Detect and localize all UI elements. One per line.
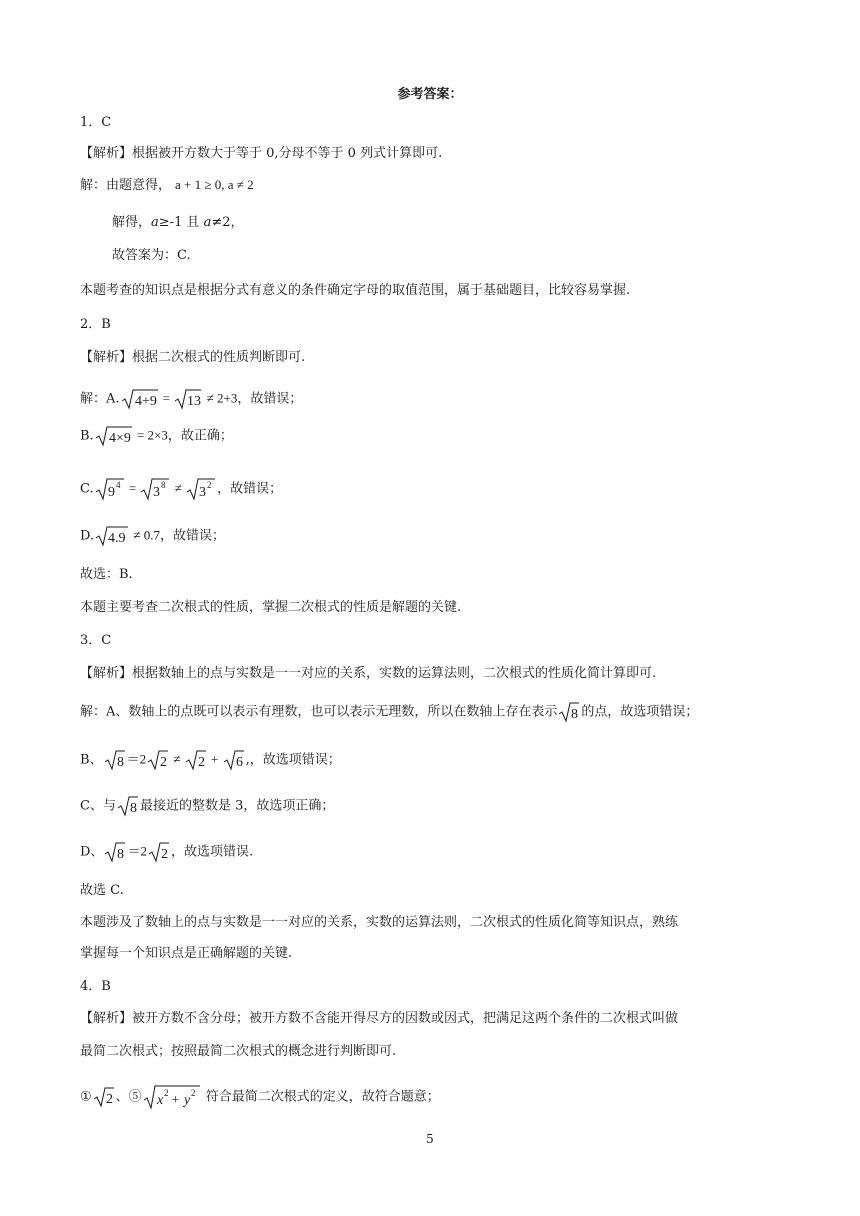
q1-solution-prefix: 解：由题意得， — [80, 178, 172, 193]
q3-c-prefix: C、与 — [80, 798, 116, 814]
sqrt-radical — [148, 841, 170, 863]
q3-option-a — [80, 701, 698, 723]
plus-sign: + — [207, 751, 222, 767]
q3-b-eq: ＝2 — [126, 751, 147, 767]
q3-d-note: ，故选项错误. — [170, 844, 254, 860]
radicand-exponent: 4 — [115, 480, 121, 490]
radicand-var: y — [183, 1093, 190, 1108]
q2-c-note: ，故错误； — [217, 481, 283, 497]
radicand-exponent: 2 — [190, 1088, 196, 1098]
q2-option-d — [80, 525, 225, 547]
sqrt-radical — [147, 749, 169, 771]
radicand-exponent: 2 — [207, 480, 212, 490]
sqrt-radical — [93, 1086, 115, 1108]
radicand: 8 — [117, 847, 125, 862]
q2-a-note: ，故错误； — [237, 391, 303, 407]
page-number: 5 — [426, 1132, 434, 1146]
sqrt-sign-icon — [95, 425, 133, 447]
q3-b-prefix: B、 — [80, 752, 103, 768]
q1-summary: 本题考查的知识点是根据分式有意义的条件确定字母的取值范围，属于基础题目，比较容易掌握. — [80, 283, 631, 298]
q1-solution — [80, 176, 254, 195]
radicand: 13 — [187, 394, 202, 409]
sqrt-radical — [95, 477, 125, 501]
q2-summary: 本题主要考查二次根式的性质，掌握二次根式的性质是解题的关键. — [80, 600, 462, 615]
sqrt-radical — [95, 525, 129, 547]
q1-var: a — [203, 215, 212, 230]
q3-c-note: 最接近的整数是 3，故选项正确； — [139, 798, 335, 814]
q1-number: 1．C — [80, 115, 112, 130]
sqrt-radical — [143, 1084, 201, 1110]
q3-option-d — [80, 841, 253, 863]
sqrt-radical — [104, 749, 126, 771]
q3-option-c — [80, 795, 334, 817]
q3-option-b — [80, 749, 341, 771]
sqrt-sign-icon — [121, 388, 159, 410]
q1-solved-end: ≠2， — [211, 215, 244, 230]
q2-choice: 故选：B. — [80, 567, 133, 582]
q2-c-prefix: C. — [80, 481, 94, 497]
radicand: 2 — [160, 755, 168, 770]
sqrt-sign-icon — [104, 841, 126, 863]
page-title: 参考答案： — [397, 87, 463, 102]
radicand-base: 3 — [153, 485, 161, 500]
radicand: 4.9 — [108, 531, 126, 546]
sqrt-radical — [185, 749, 207, 771]
not-equal-sign: ≠ — [170, 751, 184, 767]
sqrt-sign-icon — [143, 1084, 201, 1110]
plus-sign: + — [167, 1093, 183, 1108]
sqrt-sign-icon — [117, 795, 139, 817]
q2-d-note: ，故错误； — [159, 528, 225, 544]
q3-d-eq: ＝2 — [127, 843, 147, 859]
radicand-var: x — [156, 1093, 163, 1108]
q1-solved-prefix: 解得， — [112, 215, 152, 230]
radicand: 8 — [129, 801, 137, 816]
q4-analysis-line1: 【解析】被开方数不含分母；被开方数不含能开得尽方的因数或因式，把满足这两个条件的二次根式叫做 — [80, 1011, 679, 1026]
radicand-exponent: 8 — [161, 480, 166, 490]
sqrt-sign-icon — [185, 749, 207, 771]
sqrt-radical — [121, 388, 159, 410]
sqrt-sign-icon — [140, 477, 170, 501]
q2-d-rest: ≠ 0.7 — [130, 527, 160, 543]
q3-a-note: 的点，故选项错误； — [581, 704, 699, 720]
q1-solved-mid: ≥-1 且 — [158, 215, 204, 230]
radicand: 6 — [235, 755, 243, 770]
sqrt-radical — [140, 477, 170, 501]
q2-option-a — [80, 388, 302, 410]
q2-analysis: 【解析】根据二次根式的性质判断即可. — [80, 350, 306, 365]
sqrt-radical — [95, 425, 133, 447]
radicand: 2 — [160, 847, 168, 862]
q2-d-prefix: D. — [80, 528, 95, 544]
sqrt-sign-icon — [174, 388, 202, 410]
q4-note: 符合最简二次根式的定义，故符合题意； — [201, 1089, 440, 1105]
radicand: 4+9 — [134, 394, 157, 409]
sqrt-sign-icon — [148, 841, 170, 863]
q4-mid: 、⑤ — [115, 1089, 142, 1105]
q3-number: 3．C — [80, 633, 112, 648]
radicand: 8 — [116, 755, 124, 770]
sqrt-sign-icon — [223, 749, 245, 771]
equals-sign: = — [125, 480, 140, 496]
q4-prefix: ① — [80, 1089, 92, 1105]
q1-answer: 故答案为：C. — [112, 248, 191, 263]
radicand: 2 — [197, 755, 205, 770]
q2-b-rest: = 2×3 — [133, 427, 168, 443]
q3-analysis: 【解析】根据数轴上的点与实数是一一对应的关系，实数的运算法则，二次根式的性质化简计算即可. — [80, 666, 657, 681]
sqrt-sign-icon — [186, 477, 216, 501]
q2-option-b — [80, 425, 233, 447]
q1-var: a — [151, 215, 159, 230]
q3-summary-line2: 掌握每一个知识点是正确解题的关键. — [80, 946, 293, 961]
sqrt-sign-icon — [147, 749, 169, 771]
sqrt-sign-icon — [93, 1086, 115, 1108]
sqrt-radical — [186, 477, 216, 501]
sqrt-radical — [104, 841, 126, 863]
q2-option-c — [80, 477, 282, 501]
q2-b-note: ，故正确； — [167, 428, 233, 444]
q2-a-rest: ≠ 2+3 — [203, 390, 238, 406]
radicand-base: 9 — [107, 485, 115, 500]
radicand-exponent: 2 — [163, 1088, 169, 1098]
sqrt-sign-icon — [558, 701, 580, 723]
sqrt-radical — [117, 795, 139, 817]
not-equal-sign: ≠ — [171, 480, 186, 496]
q1-analysis: 【解析】根据被开方数大于等于 0,分母不等于 0 列式计算即可. — [80, 146, 443, 161]
q4-line — [80, 1084, 440, 1110]
equals-sign: = — [159, 390, 174, 406]
sqrt-sign-icon — [95, 477, 125, 501]
q3-summary-line1: 本题涉及了数轴上的点与实数是一一对应的关系，实数的运算法则，二次根式的性质化简等知识点，熟练 — [80, 915, 679, 930]
radicand-base: 3 — [199, 485, 207, 500]
radicand: 8 — [571, 707, 579, 722]
q3-d-prefix: D、 — [80, 844, 104, 860]
q3-b-note: ,，故选项错误； — [245, 752, 341, 768]
radicand: 2 — [105, 1092, 113, 1107]
q3-choice: 故选 C. — [80, 883, 124, 898]
q4-number: 4．B — [80, 979, 111, 994]
q2-number: 2．B — [80, 317, 111, 332]
sqrt-radical — [174, 388, 202, 410]
sqrt-sign-icon — [95, 525, 129, 547]
q2-a-prefix: 解：A. — [80, 391, 120, 407]
sqrt-sign-icon — [104, 749, 126, 771]
sqrt-radical — [558, 701, 580, 723]
q4-analysis-line2: 最简二次根式；按照最简二次根式的概念进行判断即可. — [80, 1044, 397, 1059]
q1-solution-math: a + 1 ≥ 0, a ≠ 2 — [175, 177, 254, 192]
radicand: 4×9 — [108, 431, 131, 446]
q2-b-prefix: B. — [80, 428, 94, 444]
q1-solved — [112, 214, 244, 232]
sqrt-radical — [223, 749, 245, 771]
q3-a-text: 解：A、数轴上的点既可以表示有理数，也可以表示无理数，所以在数轴上存在表示 — [80, 704, 558, 720]
